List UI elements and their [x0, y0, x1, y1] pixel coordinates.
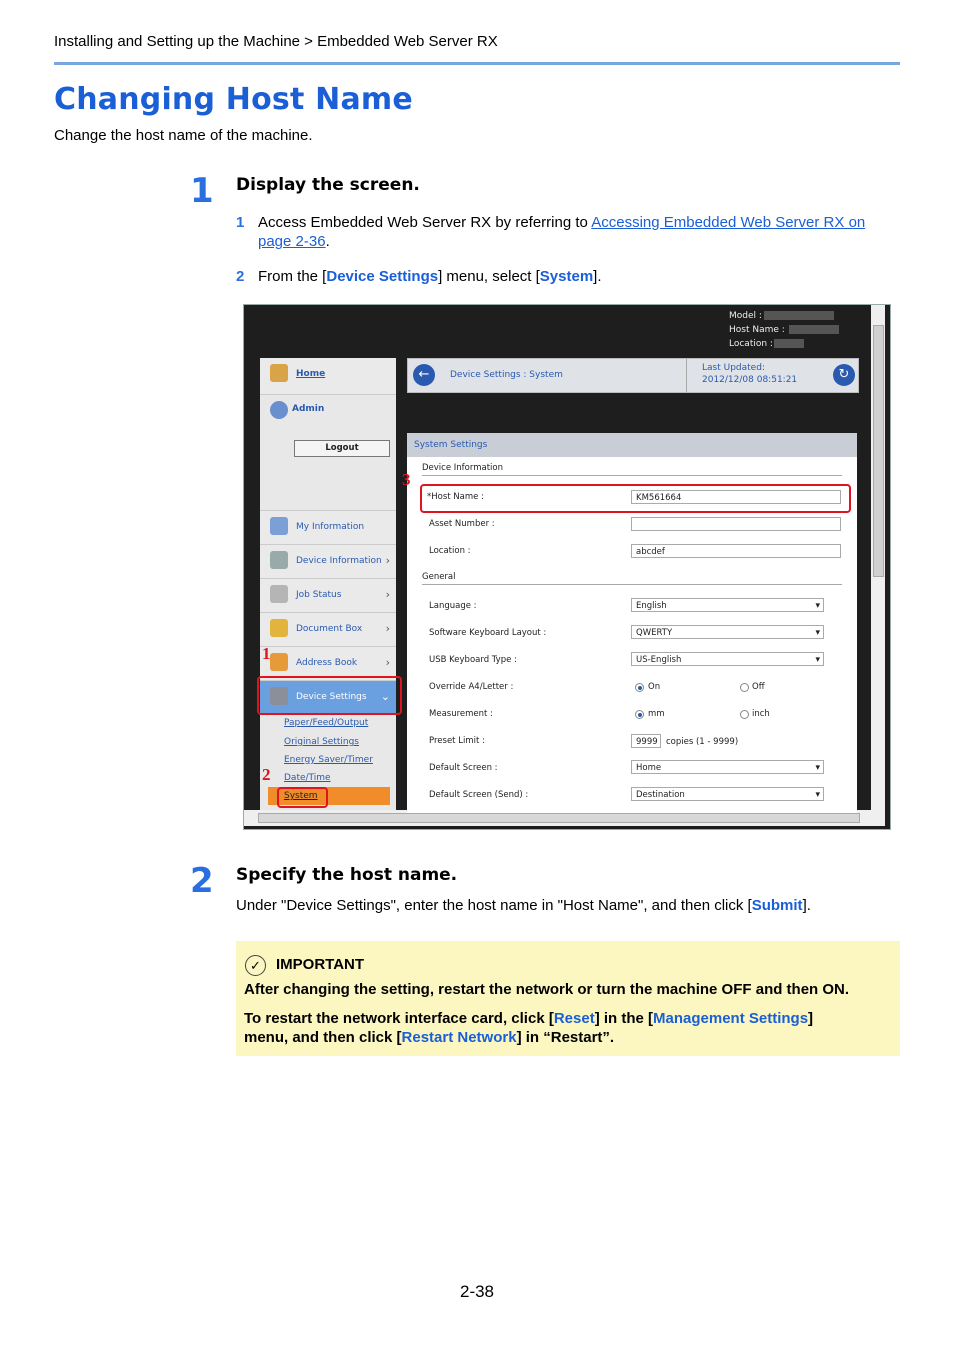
- location-input[interactable]: abcdef: [631, 544, 841, 558]
- refresh-icon[interactable]: ↻: [833, 364, 855, 386]
- user-icon: [270, 401, 288, 419]
- host-label: Host Name :: [729, 325, 785, 335]
- callout-number-2: 2: [262, 765, 271, 784]
- accessing-link[interactable]: Accessing Embedded Web Server RX on: [591, 214, 866, 231]
- important-line-2: To restart the network interface card, click [Reset] in the [Management Settings] menu, and then click [Restart Network] in “Restart”.: [244, 1010, 814, 1046]
- logout-button[interactable]: Logout: [294, 440, 390, 457]
- sidebar-item-job-status[interactable]: Job Status ›: [260, 578, 396, 612]
- callout-box-system: [277, 787, 328, 808]
- host-name-input[interactable]: KM561664: [631, 490, 841, 504]
- preset-limit-input[interactable]: 9999: [631, 734, 661, 748]
- override-on-radio[interactable]: [635, 683, 644, 692]
- submenu-date-time[interactable]: Date/Time: [284, 773, 331, 783]
- topbar-breadcrumb: Device Settings : System: [450, 370, 563, 380]
- sidebar-admin: Admin: [260, 394, 396, 425]
- sidebar-home[interactable]: Home: [260, 358, 396, 394]
- last-updated-value: 2012/12/08 08:51:21: [702, 375, 798, 385]
- intro-text: Change the host name of the machine.: [54, 127, 313, 144]
- location-label: Location :: [729, 339, 773, 349]
- sidebar-item-device-settings[interactable]: Device Settings ⌄: [260, 680, 396, 714]
- step-2-number: 2: [190, 861, 214, 901]
- host-name-label: *Host Name :: [427, 492, 484, 502]
- submenu-paper-feed-output[interactable]: Paper/Feed/Output: [284, 718, 369, 728]
- sidebar-item-document-box[interactable]: Document Box ›: [260, 612, 396, 646]
- printer-icon: [270, 551, 288, 569]
- chevron-right-icon: ›: [385, 588, 390, 601]
- callout-box-device-settings: [257, 676, 402, 715]
- step-1-number: 1: [190, 171, 214, 211]
- settings-topbar: [407, 358, 859, 393]
- sidebar-item-my-information[interactable]: My Information: [260, 510, 396, 544]
- embedded-web-server-screenshot: [243, 304, 891, 830]
- measurement-mm-radio[interactable]: [635, 710, 644, 719]
- submenu-system[interactable]: System: [268, 787, 390, 805]
- chevron-right-icon: ›: [385, 622, 390, 635]
- accessing-link-page[interactable]: page 2-36: [258, 233, 326, 250]
- callout-number-1: 1: [262, 644, 271, 663]
- step-2-text: Under "Device Settings", enter the host name in "Host Name", and then click [Submit].: [236, 897, 811, 914]
- header-breadcrumb: Installing and Setting up the Machine > Embedded Web Server RX: [54, 33, 498, 50]
- document-box-icon: [270, 619, 288, 637]
- submenu-original-settings[interactable]: Original Settings: [284, 737, 359, 747]
- callout-box-host-name: [420, 484, 851, 513]
- submenu-energy-saver[interactable]: Energy Saver/Timer: [284, 755, 373, 765]
- home-icon: [270, 364, 288, 382]
- important-label: IMPORTANT: [276, 956, 365, 973]
- last-updated-label: Last Updated:: [702, 363, 765, 373]
- page-number: 2-38: [459, 1282, 495, 1301]
- callout-number-3: 3: [402, 470, 411, 489]
- step-2-title: Specify the host name.: [236, 865, 458, 885]
- language-select[interactable]: English ▾: [631, 598, 824, 612]
- model-label: Model :: [729, 311, 762, 321]
- important-note: [236, 941, 900, 1056]
- sidebar-item-device-information[interactable]: Device Information ›: [260, 544, 396, 578]
- default-screen-send-select[interactable]: Destination ▾: [631, 787, 824, 801]
- sidebar: [260, 358, 396, 810]
- step-1-title: Display the screen.: [236, 175, 420, 195]
- step-1-sub-2: 2 From the [Device Settings] menu, select [System].: [236, 268, 602, 285]
- asset-number-input[interactable]: [631, 517, 841, 531]
- important-line-1: After changing the setting, restart the network or turn the machine OFF and then ON.: [244, 981, 850, 998]
- page-title: Changing Host Name: [54, 82, 413, 117]
- checkmark-icon: ✓: [245, 955, 266, 976]
- chevron-down-icon: ⌄: [380, 690, 390, 703]
- header-divider: [54, 62, 900, 65]
- step-1-sub-1: 1 Access Embedded Web Server RX by referring to Accessing Embedded Web Server RX on page 2-36.: [236, 214, 866, 250]
- id-card-icon: [270, 517, 288, 535]
- usb-keyboard-select[interactable]: US-English ▾: [631, 652, 824, 666]
- default-screen-select[interactable]: Home ▾: [631, 760, 824, 774]
- keyboard-layout-select[interactable]: QWERTY ▾: [631, 625, 824, 639]
- job-list-icon: [270, 585, 288, 603]
- panel-header: System Settings: [407, 433, 857, 457]
- sidebar-item-address-book[interactable]: Address Book ›: [260, 646, 396, 680]
- sub-number: 1: [236, 214, 245, 231]
- override-off-radio[interactable]: [740, 683, 749, 692]
- chevron-right-icon: ›: [385, 554, 390, 567]
- address-book-icon: [270, 653, 288, 671]
- back-arrow-icon[interactable]: ←: [413, 364, 435, 386]
- chevron-right-icon: ›: [385, 656, 390, 669]
- system-settings-panel: System Settings Device Information *Host Name : KM561664 Asset Number : Location : abcdef General Language : English ▾ Software Keyboard Layout : QWERTY ▾ USB Keyboard Type : US-English ▾ Override A4/Letter : On Off Measurement : mm inch Preset Limit : 9999 copies (1 - 9999) Default Screen : Home ▾ Default Screen (Send) : Destination ▾: [407, 433, 857, 813]
- measurement-inch-radio[interactable]: [740, 710, 749, 719]
